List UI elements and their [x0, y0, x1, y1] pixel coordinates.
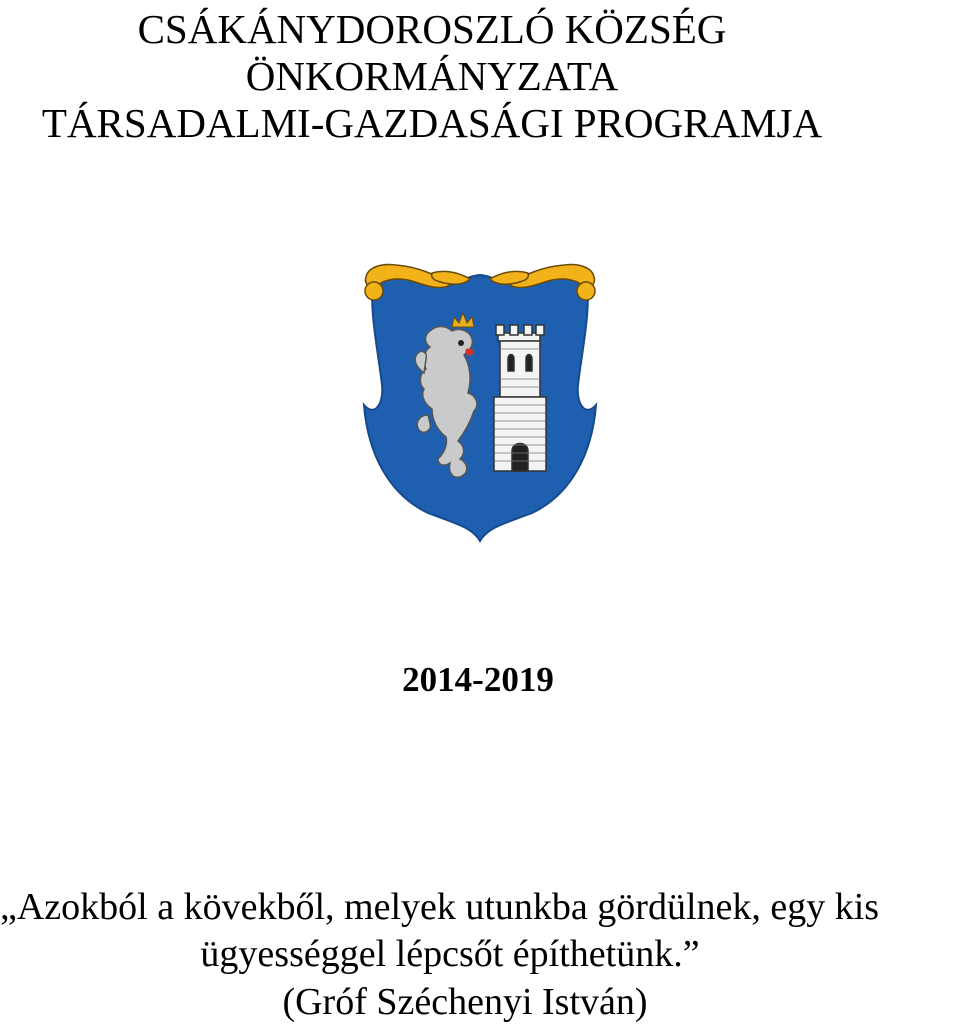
tower-figure	[494, 325, 546, 471]
shield-shape	[364, 269, 596, 541]
coat-of-arms-icon	[360, 255, 600, 545]
quote-line-1: „Azokból a kövekből, melyek utunkba gördülnek, egy kis	[0, 886, 880, 928]
program-period: 2014-2019	[402, 660, 554, 699]
document-title	[0, 6, 960, 147]
title-line-municipality: CSÁKÁNYDOROSZLÓ KÖZSÉG	[137, 6, 727, 52]
title-line-government: ÖNKORMÁNYZATA	[245, 53, 619, 99]
quote-line-2: ügyességgel lépcsőt építhetünk.”	[200, 933, 700, 975]
quote-attribution: (Gróf Széchenyi István)	[282, 981, 648, 1023]
title-line-program: TÁRSADALMI-GAZDASÁGI PROGRAMJA	[41, 100, 823, 146]
motto-quote	[0, 884, 960, 1026]
